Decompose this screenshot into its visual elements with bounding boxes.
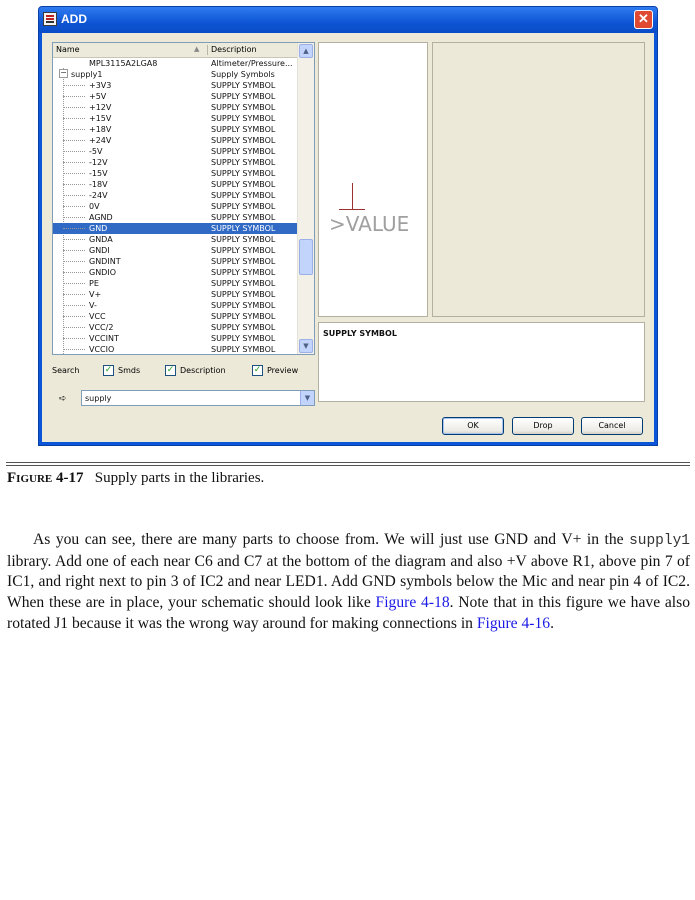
tree-branch xyxy=(63,129,85,130)
item-name: V- xyxy=(89,301,97,310)
item-name: +5V xyxy=(89,92,107,101)
scroll-up-icon[interactable]: ▲ xyxy=(299,44,313,58)
list-item[interactable] xyxy=(53,311,298,322)
tree-branch xyxy=(63,327,85,328)
para-text-3: . Note that in this figure we have also rotated J1 because it was the wrong way around for making connections in xyxy=(7,594,690,633)
item-description: SUPPLY SYMBOL xyxy=(211,345,276,354)
item-description: SUPPLY SYMBOL xyxy=(211,268,276,277)
tree-branch xyxy=(63,250,85,251)
item-description: SUPPLY SYMBOL xyxy=(211,136,276,145)
symbol-value-label: >VALUE xyxy=(329,212,410,236)
dialog-body xyxy=(42,33,654,442)
item-name: +15V xyxy=(89,114,112,123)
description-label: Description xyxy=(180,366,226,375)
item-description: SUPPLY SYMBOL xyxy=(211,180,276,189)
scroll-thumb[interactable] xyxy=(299,239,313,275)
tree-branch xyxy=(63,85,85,86)
item-name: -5V xyxy=(89,147,103,156)
item-description: SUPPLY SYMBOL xyxy=(211,92,276,101)
collapse-icon[interactable]: − xyxy=(60,68,67,77)
item-description: SUPPLY SYMBOL xyxy=(211,169,276,178)
item-description: SUPPLY SYMBOL xyxy=(211,301,276,310)
tree-branch xyxy=(63,261,85,262)
list-item[interactable] xyxy=(53,300,298,311)
search-options xyxy=(52,363,322,377)
tree-branch xyxy=(63,107,85,108)
tree-branch xyxy=(63,184,85,185)
caption-rule-bottom xyxy=(6,465,690,466)
scroll-down-icon[interactable]: ▼ xyxy=(299,339,313,353)
column-header-description[interactable]: Description xyxy=(211,45,257,54)
para-text-2: library. Add one of each near C6 and C7 at the bottom of the diagram and also +V above R1, above pin 7 of IC1, and right next to pin 3 of IC2 and near LED1. Add GND symbols below the Mic and near pin 4 of IC2. When these are in place, your schematic should look like xyxy=(7,552,690,612)
list-item[interactable] xyxy=(53,69,298,80)
item-name: GND xyxy=(89,224,108,233)
package-preview xyxy=(432,42,645,317)
caption-label: Figure 4-17 xyxy=(7,470,84,486)
item-name: +12V xyxy=(89,103,112,112)
app-icon xyxy=(43,12,57,26)
list-rows xyxy=(53,58,298,354)
title-bar[interactable] xyxy=(39,7,657,33)
preview-checkbox[interactable]: ✓ xyxy=(253,365,262,375)
item-description: SUPPLY SYMBOL xyxy=(211,213,276,222)
dialog-title: ADD xyxy=(61,12,87,26)
description-checkbox[interactable]: ✓ xyxy=(166,365,175,375)
item-name: -24V xyxy=(89,191,108,200)
item-description: SUPPLY SYMBOL xyxy=(211,279,276,288)
list-item[interactable] xyxy=(53,168,298,179)
list-item[interactable] xyxy=(53,212,298,223)
list-item[interactable] xyxy=(53,135,298,146)
tree-branch xyxy=(63,195,85,196)
list-item[interactable] xyxy=(53,344,298,355)
item-name: +3V3 xyxy=(89,81,112,90)
item-name: GNDIO xyxy=(89,268,116,277)
item-name: MPL3115A2LGA8 xyxy=(89,59,158,68)
smds-label: Smds xyxy=(118,366,141,375)
list-item[interactable] xyxy=(53,124,298,135)
item-name: -12V xyxy=(89,158,108,167)
close-button[interactable]: ✕ xyxy=(634,10,653,29)
item-name: +18V xyxy=(89,125,112,134)
smds-checkbox[interactable]: ✓ xyxy=(104,365,113,375)
list-item[interactable] xyxy=(53,256,298,267)
list-item[interactable] xyxy=(53,289,298,300)
list-item[interactable] xyxy=(53,58,298,69)
symbol-pin xyxy=(352,183,353,209)
item-name: -15V xyxy=(89,169,108,178)
list-item[interactable] xyxy=(53,278,298,289)
item-name: GNDINT xyxy=(89,257,121,266)
list-item[interactable] xyxy=(53,267,298,278)
para-text-4: . xyxy=(550,615,554,633)
tree-branch xyxy=(63,217,85,218)
item-description: SUPPLY SYMBOL xyxy=(211,290,276,299)
tree-branch xyxy=(63,349,85,350)
list-item[interactable] xyxy=(53,322,298,333)
column-header-name[interactable]: Name xyxy=(56,45,80,54)
list-item[interactable] xyxy=(53,190,298,201)
item-description: SUPPLY SYMBOL xyxy=(211,125,276,134)
item-description: SUPPLY SYMBOL xyxy=(211,114,276,123)
item-description: SUPPLY SYMBOL xyxy=(211,235,276,244)
search-input[interactable] xyxy=(81,390,315,406)
item-description: SUPPLY SYMBOL xyxy=(211,202,276,211)
search-label: Search xyxy=(52,366,80,375)
item-name: GNDA xyxy=(89,235,113,244)
tree-branch xyxy=(63,151,85,152)
list-item[interactable] xyxy=(53,201,298,212)
list-item[interactable] xyxy=(53,245,298,256)
list-item[interactable] xyxy=(53,234,298,245)
add-dialog xyxy=(38,6,658,446)
tree-branch xyxy=(63,162,85,163)
list-item[interactable] xyxy=(53,333,298,344)
tree-branch xyxy=(63,173,85,174)
item-description: SUPPLY SYMBOL xyxy=(211,103,276,112)
para-text-1: As you can see, there are many parts to choose from. We will just use GND and V+ in the xyxy=(33,530,630,548)
item-name: -18V xyxy=(89,180,108,189)
figure-caption xyxy=(7,470,264,487)
description-text: SUPPLY SYMBOL xyxy=(323,329,397,338)
tree-branch xyxy=(63,140,85,141)
item-name: supply1 xyxy=(71,70,103,79)
item-name: V+ xyxy=(89,290,102,299)
item-name: PE xyxy=(89,279,99,288)
list-item[interactable] xyxy=(53,157,298,168)
tree-branch xyxy=(63,316,85,317)
list-item[interactable] xyxy=(53,113,298,124)
list-item[interactable] xyxy=(53,223,298,234)
caption-text: Supply parts in the libraries. xyxy=(94,470,265,486)
search-value: supply xyxy=(85,394,112,403)
search-dropdown-icon[interactable]: ▼ xyxy=(300,391,314,405)
item-description: SUPPLY SYMBOL xyxy=(211,334,276,343)
item-description: SUPPLY SYMBOL xyxy=(211,158,276,167)
cancel-button[interactable]: Cancel xyxy=(581,417,643,435)
item-description: SUPPLY SYMBOL xyxy=(211,224,276,233)
item-name: VCC xyxy=(89,312,106,321)
item-description: Altimeter/Pressure... xyxy=(211,59,293,68)
caption-rule-top xyxy=(6,462,690,463)
library-name: supply1 xyxy=(629,532,690,549)
item-name: +24V xyxy=(89,136,112,145)
list-item[interactable] xyxy=(53,102,298,113)
tree-branch xyxy=(63,206,85,207)
list-item[interactable] xyxy=(53,80,298,91)
item-name: VCCINT xyxy=(89,334,119,343)
list-item[interactable] xyxy=(53,179,298,190)
list-scrollbar[interactable] xyxy=(297,43,314,354)
tree-branch xyxy=(63,294,85,295)
item-name: VCCIO xyxy=(89,345,115,354)
figure-link-4-16[interactable]: Figure 4-16 xyxy=(476,615,551,633)
figure-link-4-18[interactable]: Figure 4-18 xyxy=(375,594,450,612)
list-header xyxy=(53,43,298,58)
list-item[interactable] xyxy=(53,146,298,157)
tree-branch xyxy=(63,283,85,284)
item-name: AGND xyxy=(89,213,113,222)
item-name: 0V xyxy=(89,202,100,211)
ok-button[interactable]: OK xyxy=(442,417,504,435)
tree-branch xyxy=(63,305,85,306)
item-description: SUPPLY SYMBOL xyxy=(211,323,276,332)
symbol-preview xyxy=(318,42,428,317)
tree-branch xyxy=(63,338,85,339)
item-description: Supply Symbols xyxy=(211,70,275,79)
tree-branch xyxy=(63,272,85,273)
item-description: SUPPLY SYMBOL xyxy=(211,246,276,255)
item-name: GNDI xyxy=(89,246,110,255)
drop-button[interactable]: Drop xyxy=(512,417,574,435)
item-description: SUPPLY SYMBOL xyxy=(211,81,276,90)
tree-branch xyxy=(63,228,85,229)
list-item[interactable] xyxy=(53,91,298,102)
item-description: SUPPLY SYMBOL xyxy=(211,257,276,266)
tree-branch xyxy=(63,239,85,240)
column-separator[interactable] xyxy=(207,45,208,55)
body-paragraph xyxy=(7,530,690,636)
item-description: SUPPLY SYMBOL xyxy=(211,191,276,200)
description-pane xyxy=(318,322,645,402)
item-description: SUPPLY SYMBOL xyxy=(211,312,276,321)
sort-arrow-icon: ▲ xyxy=(194,45,200,53)
symbol-bar xyxy=(339,209,365,210)
tree-branch xyxy=(63,96,85,97)
search-filter-icon: ➪ xyxy=(59,393,67,403)
item-description: SUPPLY SYMBOL xyxy=(211,147,276,156)
item-name: VCC/2 xyxy=(89,323,114,332)
tree-branch xyxy=(63,118,85,119)
parts-list[interactable] xyxy=(52,42,315,355)
preview-label: Preview xyxy=(267,366,299,375)
